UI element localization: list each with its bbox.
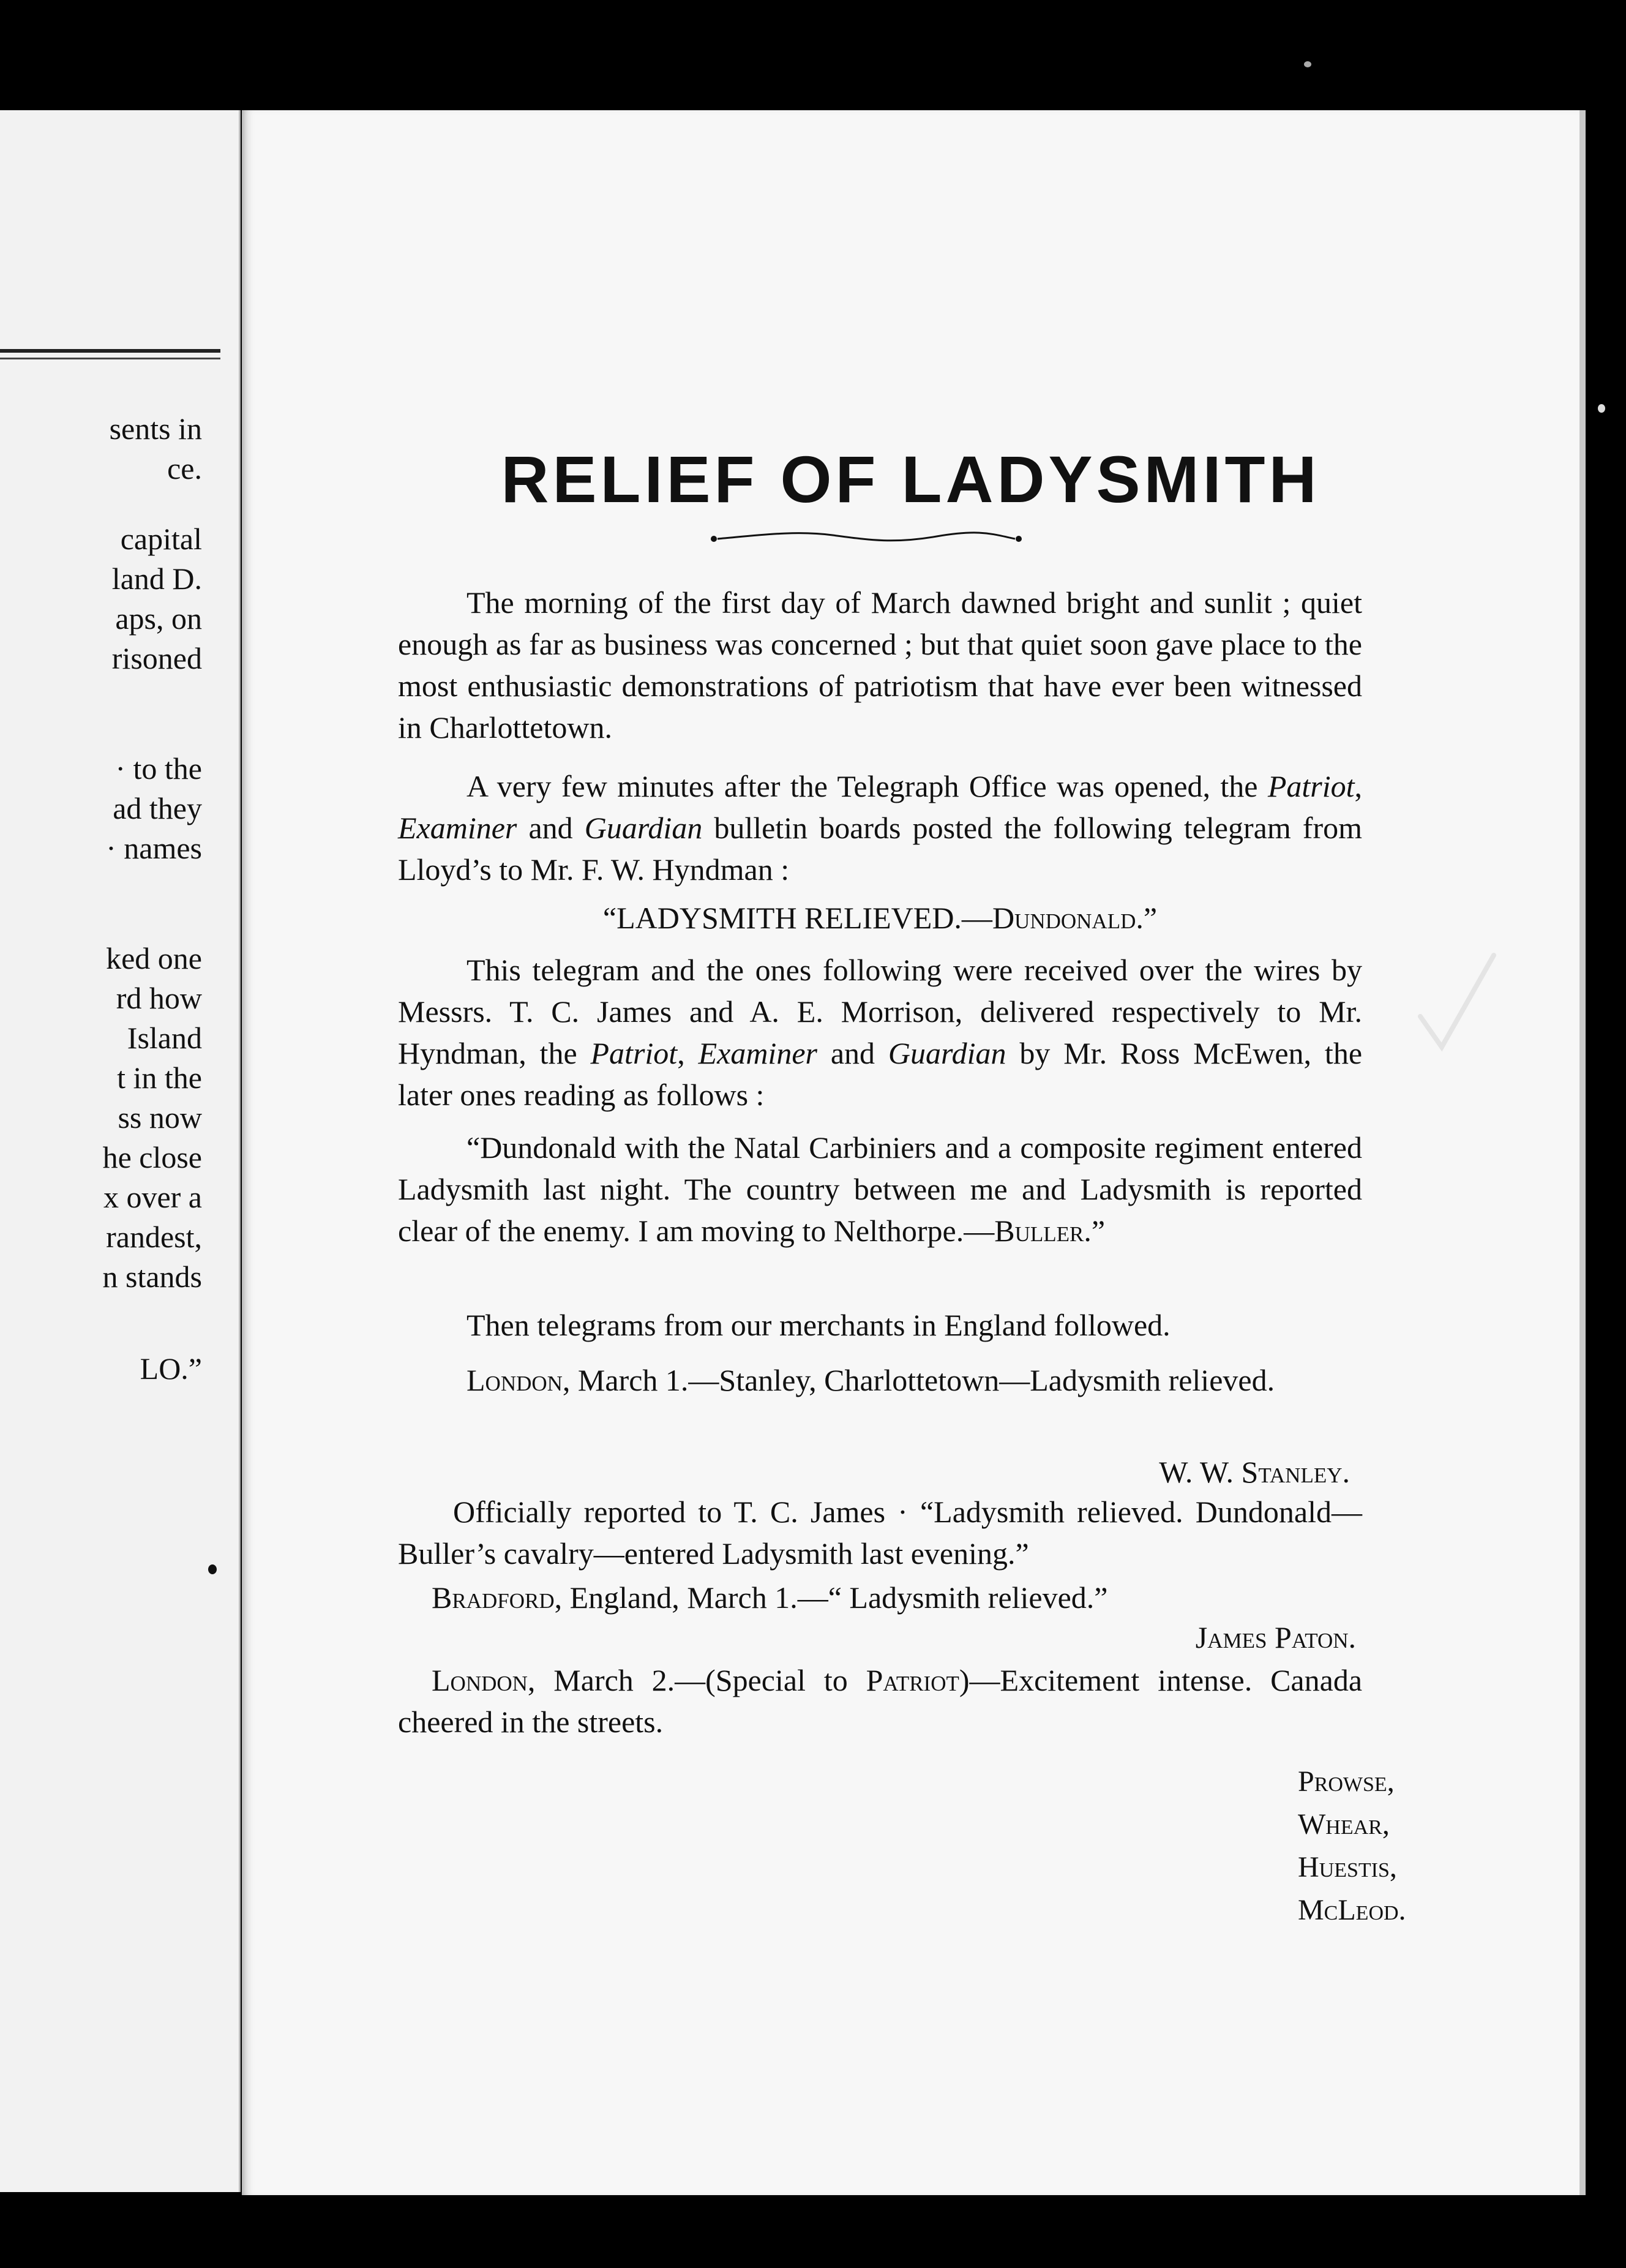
text-run: and [517,811,585,845]
telegram-signature: Buller. [994,1214,1092,1248]
paragraph-officially-reported: Officially reported to T. C. James · “Ladysmith relieved. Dundonald—Buller’s cavalry—entered Ladysmith last evening.” [398,1495,1362,1571]
text-run: , [677,1036,699,1070]
ink-speck [1304,61,1311,67]
page-title: RELIEF OF LADYSMITH [501,442,1321,516]
ink-speck [1598,404,1605,413]
newspaper-name: Patriot [590,1036,678,1070]
left-page-line: ce. [167,451,202,486]
text-run: , March 2.—(Special to [527,1663,866,1697]
left-page-line: LO.” [140,1351,202,1386]
telegram-london-march-1 [398,1359,1362,1401]
telegram-ladysmith-relieved [398,900,1362,936]
place-name: London [432,1663,528,1697]
article-body [398,110,1406,2131]
left-page-line: randest, [106,1220,202,1254]
left-page-line: he close [102,1140,202,1174]
paragraph-telegraph-office [398,765,1362,890]
text-run: by Mr. Ross McEwen, the later ones reading as follows : [398,1036,1363,1112]
left-page-line: sents in [109,411,202,446]
signatory-whear: Whear, [1298,1808,1390,1841]
text-run: )—Excitement intense. Canada cheered in the streets. [398,1663,1363,1739]
left-page-line: x over a [103,1180,202,1214]
text-run: “LADYSMITH RELIEVED.— [602,901,992,935]
text-run: bulletin boards posted the following telegram from Lloyd’s to Mr. F. W. Hyndman : [398,811,1362,887]
left-page-line: risoned [111,641,202,675]
place-name: Bradford [432,1580,555,1615]
left-page-line: ad they [113,791,202,825]
text-run: and [817,1036,888,1070]
left-page-line: Island [127,1021,202,1055]
left-page-line: rd how [116,981,202,1015]
pencil-check-mark-icon [1414,943,1500,1065]
left-page-rule [0,349,220,353]
signature-paton: James Paton. [1195,1620,1356,1654]
signatory-mcleod: McLeod. [1298,1894,1406,1926]
telegram-signature: Dundonald. [992,901,1144,935]
newspaper-name: Examiner [698,1036,817,1070]
left-page-line: n stands [102,1260,202,1294]
telegram-bradford [398,1577,1362,1618]
text-run: This telegram and the ones following were received over the wires by Messrs. T. C. James and A. E. Morrison, delivered respectively to Mr. Hyndman, the [398,953,1362,1070]
text-run: ” [1143,901,1158,935]
paragraph-telegrams-received [398,949,1362,1116]
paragraph-intro: The morning of the first day of March dawned bright and sunlit ; quiet enough as far as business was concerned ; but that quiet soon gave place to the most enthusiastic demonstrations of patriotism that have ever been witnessed in Charlottetown. [398,585,1362,745]
left-page-line: ss now [118,1100,202,1135]
newspaper-name: Patriot [866,1663,959,1697]
paragraph-buller-telegram [398,1127,1362,1252]
main-page [242,110,1586,2195]
left-page-line: · names [106,831,202,865]
newspaper-name: Guardian [584,811,703,845]
text-run: “Dundonald with the Natal Carbiniers and a composite regiment entered Ladysmith last night. The country between me and Ladysmith is reported clear of the enemy. I am moving to Nelthorpe.— [398,1130,1362,1248]
left-page-line: ked one [106,941,202,975]
left-page-line: capital [120,522,202,556]
text-run: , March 1.—Stanley, Charlottetown—Ladysmith relieved. [562,1363,1275,1397]
newspaper-name: Patriot [1267,769,1355,803]
left-page-line: t in the [117,1061,202,1095]
newspaper-name: Guardian [888,1036,1006,1070]
signatory-huestis: Huestis, [1298,1851,1397,1883]
left-page-line: aps, on [115,601,202,636]
place-name: London [466,1363,563,1397]
text-run: , England, March 1.—“ Ladysmith relieved.” [554,1580,1108,1615]
signatory-prowse: Prowse, [1298,1765,1395,1798]
text-run: A very few minutes after the Telegraph Office was opened, the [466,769,1268,803]
telegram-london-march-2 [398,1659,1362,1743]
signature-stanley: W. W. Stanley. [1159,1455,1350,1489]
left-partial-page [0,110,241,2192]
text-run: ” [1091,1214,1106,1248]
left-page-rule-thin [0,358,220,359]
paragraph-merchants: Then telegrams from our merchants in England followed. [466,1308,1171,1342]
left-page-line: land D. [111,561,202,596]
text-run: , [1354,769,1362,803]
ink-speck [208,1564,217,1574]
newspaper-name: Examiner [398,811,517,845]
left-page-line: · to the [115,751,202,786]
